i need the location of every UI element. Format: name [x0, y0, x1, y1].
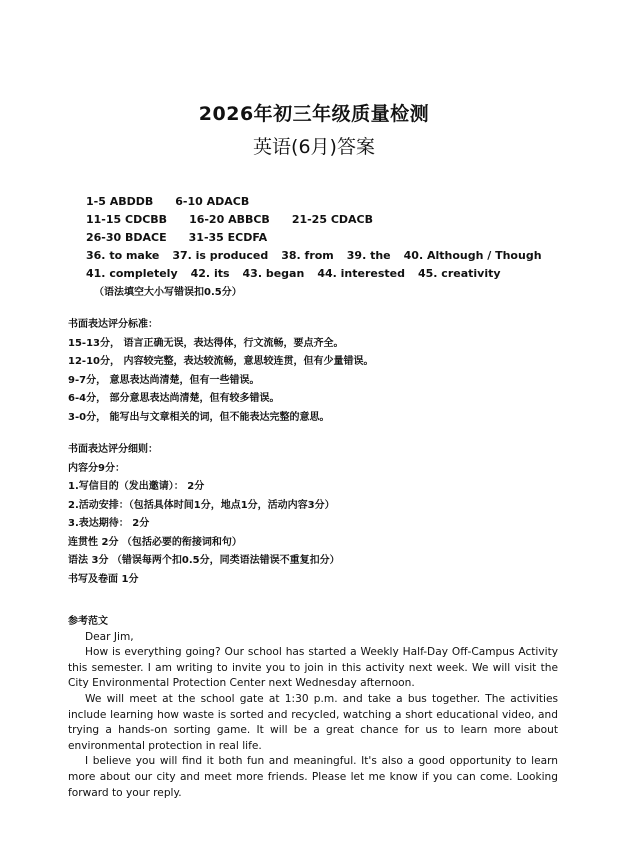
answer-item: 42. its [190, 267, 230, 280]
answer-note-row [86, 283, 555, 301]
essay-paragraph: We will meet at the school gate at 1:30 p.m. and take a bus together. The activities include learning how waste is sorted and recycled, watching a short educational video, and trying a hands-on sorting game. It will be a great chance for us to learn more about environmental protection in real life. [68, 692, 558, 752]
answer-item: 45. creativity [417, 267, 501, 280]
details-line: 书写及卷面 1分 [68, 573, 139, 585]
answer-item: 37. is produced [172, 249, 269, 262]
details-line: 3.表达期待： 2分 [68, 518, 150, 529]
answer-item: 39. the [346, 249, 391, 262]
answer-group: 11-15 CDCBB [86, 213, 168, 226]
details-line: 连贯性 2分 （包括必要的衔接词和句） [68, 536, 242, 548]
answer-group: 16-20 ABBCB [189, 213, 270, 226]
answer-group: 31-35 ECDFA [188, 231, 268, 244]
answer-item: 44. interested [317, 267, 405, 280]
criteria-line: 6-4分， 部分意思表达尚清楚，但有较多错误。 [68, 393, 280, 404]
answer-row-3 [86, 229, 555, 247]
answer-row-5 [86, 265, 555, 283]
answer-key [86, 193, 555, 301]
answer-item: 36. to make [86, 249, 160, 262]
details-line: 1.写信目的（发出邀请）： 2分 [68, 481, 205, 492]
answer-group: 6-10 ADACB [175, 195, 250, 208]
criteria-line: 12-10分， 内容较完整，表达较流畅，意思较连贯，但有少量错误。 [68, 356, 374, 367]
criteria-line: 3-0分， 能写出与文章相关的词，但不能表达完整的意思。 [68, 411, 330, 423]
criteria-heading: 书面表达评分标准： [68, 319, 158, 330]
details-line: 语法 3分 （错误每两个扣0.5分，同类语法错误不重复扣分） [68, 555, 340, 566]
sample-heading: 参考范文 [68, 616, 108, 627]
criteria-line: 15-13分， 语言正确无误，表达得体，行文流畅，要点齐全。 [68, 337, 344, 349]
sample-essay [68, 614, 558, 801]
scoring-criteria [68, 316, 373, 427]
answer-item: 41. completely [86, 267, 178, 280]
answer-row-4 [86, 247, 555, 265]
answer-item: 38. from [281, 249, 334, 262]
letter-greeting: Dear Jim, [85, 630, 134, 643]
page-subtitle: 英语(6月)答案 [253, 136, 375, 158]
details-line: 内容分9分： [68, 462, 125, 474]
answer-row-2 [86, 211, 555, 229]
answer-group: 21-25 CDACB [291, 213, 373, 226]
answer-item: 40. Although / Though [403, 249, 542, 262]
page-title: 2026年初三年级质量检测 [198, 103, 430, 125]
criteria-line: 9-7分， 意思表达尚清楚，但有一些错误。 [68, 374, 260, 386]
answer-group: 26-30 BDACE [86, 231, 167, 244]
scoring-details [68, 441, 340, 589]
answer-group: 1-5 ABDDB [86, 195, 154, 208]
answer-item: 43. began [242, 267, 305, 280]
answer-row-1 [86, 193, 555, 211]
details-heading: 书面表达评分细则： [68, 444, 158, 455]
details-line: 2.活动安排：（包括具体时间1分，地点1分，活动内容3分） [68, 499, 335, 511]
grammar-note: （语法填空大小写错误扣0.5分） [94, 287, 242, 298]
essay-paragraph: I believe you will find it both fun and meaningful. It's also a good opportunity to learn more about our city and meet more friends. Please let me know if you can come. Looking forward to your reply. [68, 755, 558, 799]
essay-paragraph: How is everything going? Our school has started a Weekly Half-Day Off-Campus Activity this semester. I am writing to invite you to join in this activity next week. We will visit the City Environmental Protection Center next Wednesday afternoon. [68, 646, 558, 690]
